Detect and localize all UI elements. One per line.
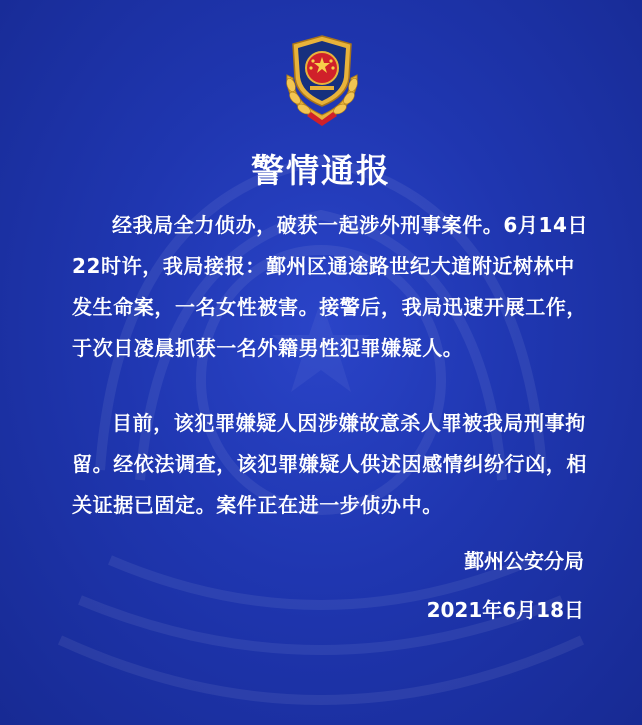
notice-paragraph-1: 经我局全力侦办，破获一起涉外刑事案件。6月14日22时许，我局接报：鄞州区通途路世纪大道附近树林中发生命案，一名女性被害。接警后，我局迅速开展工作，于次日凌晨抓获一名外籍男性犯罪嫌疑人。	[72, 213, 589, 360]
issue-date: 2021年6月18日	[426, 598, 584, 622]
issuing-organization: 鄞州公安分局	[464, 549, 584, 573]
police-emblem-icon	[277, 30, 367, 130]
notice-title: 警情通报	[251, 151, 391, 190]
notice-paragraph-2: 目前，该犯罪嫌疑人因涉嫌故意杀人罪被我局刑事拘留。经依法调查，该犯罪嫌疑人供述因感情纠纷行凶，相关证据已固定。案件正在进一步侦办中。	[72, 411, 587, 517]
